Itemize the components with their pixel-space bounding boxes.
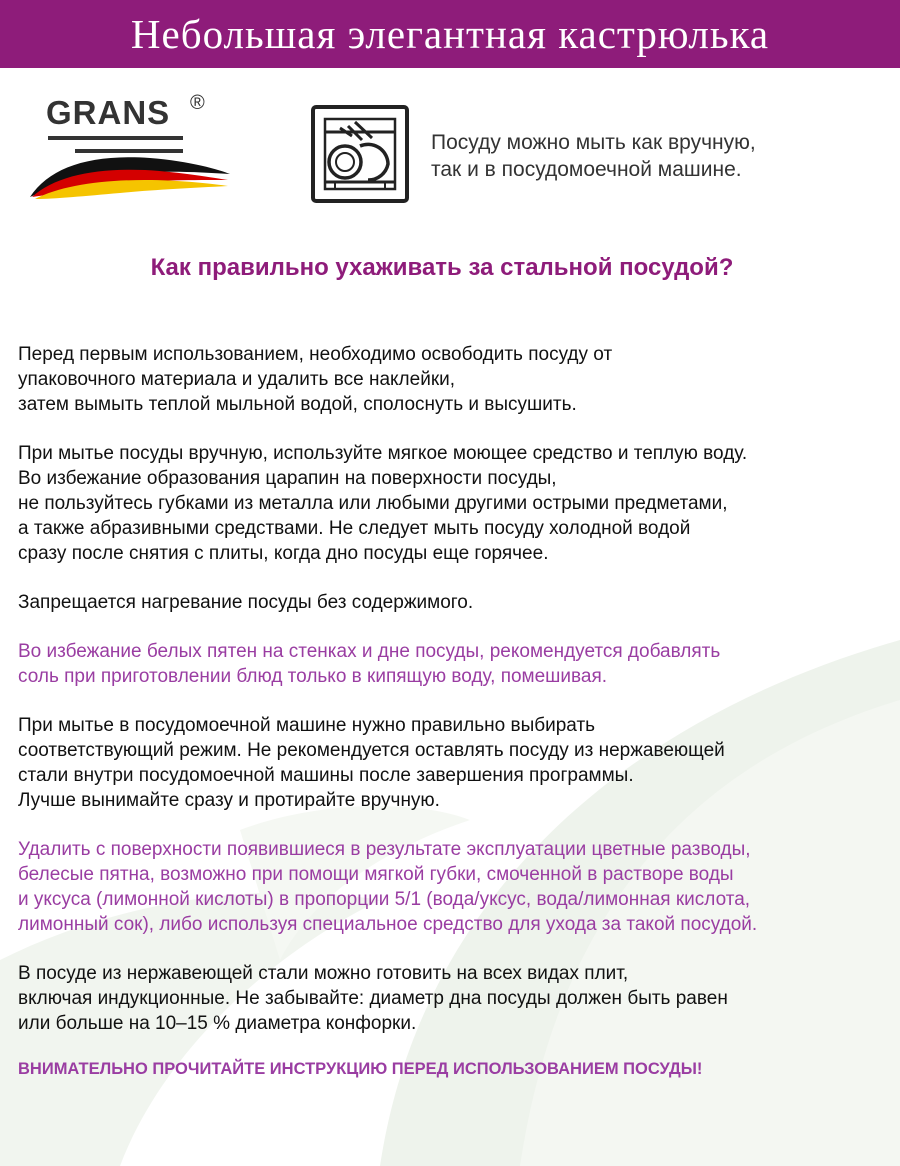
logo-flag-swoosh <box>30 92 250 207</box>
care-subtitle: Как правильно ухаживать за стальной посудой? <box>150 254 734 281</box>
text-line: включая индукционные. Не забывайте: диаметр дна посуды должен быть равен <box>18 988 728 1009</box>
warning-notice: ВНИМАТЕЛЬНО ПРОЧИТАЙТЕ ИНСТРУКЦИЮ ПЕРЕД ИСПОЛЬЗОВАНИЕМ ПОСУДЫ! <box>18 1060 703 1078</box>
paragraph-no-empty-heating <box>18 590 888 615</box>
caption-line: так и в посудомоечной машине. <box>431 158 742 181</box>
text-line: При мытье посуды вручную, используйте мягкое моющее средство и теплую воду. <box>18 443 748 464</box>
registered-mark: ® <box>190 92 205 114</box>
text-line: Перед первым использованием, необходимо освободить посуду от <box>18 344 613 365</box>
text-line: упаковочного материала и удалить все наклейки, <box>18 369 456 390</box>
text-line: а также абразивными средствами. Не следует мыть посуду холодной водой <box>18 518 691 539</box>
dishwasher-icon <box>310 104 410 204</box>
instructions-body <box>18 342 888 1079</box>
paragraph-dishwasher <box>18 713 888 813</box>
text-line: белесые пятна, возможно при помощи мягкой губки, смоченной в растворе воды <box>18 864 734 885</box>
text-line: Во избежание белых пятен на стенках и дне посуды, рекомендуется добавлять <box>18 641 721 662</box>
logo-brand: GRANS <box>46 94 171 131</box>
paragraph-salt-tip <box>18 639 888 689</box>
text-line: не пользуйтесь губками из металла или любыми другими острыми предметами, <box>18 493 728 514</box>
text-line: сразу после снятия с плиты, когда дно посуды еще горячее. <box>18 543 549 564</box>
paragraph-first-use <box>18 342 888 417</box>
text-line: Лучше вынимайте сразу и протирайте вручную. <box>18 790 440 811</box>
page-header <box>0 0 900 68</box>
text-line: соль при приготовлении блюд только в кипящую воду, помешивая. <box>18 666 608 687</box>
text-line: или больше на 10–15 % диаметра конфорки. <box>18 1013 417 1034</box>
header-title: Небольшая элегантная кастрюлька <box>130 11 770 57</box>
text-line: лимонный сок), либо используя специальное средство для ухода за такой посудой. <box>18 914 758 935</box>
text-line: Удалить с поверхности появившиеся в результате эксплуатации цветные разводы, <box>18 839 751 860</box>
text-line: затем вымыть теплой мыльной водой, сполоснуть и высушить. <box>18 394 577 415</box>
text-line: соответствующий режим. Не рекомендуется оставлять посуду из нержавеющей <box>18 740 725 761</box>
paragraph-hand-wash <box>18 441 888 566</box>
dishwasher-caption <box>431 129 871 183</box>
paragraph-stain-removal <box>18 837 888 937</box>
text-line: стали внутри посудомоечной машины после завершения программы. <box>18 765 634 786</box>
paragraph-stove-types <box>18 961 888 1036</box>
text-line: Во избежание образования царапин на поверхности посуды, <box>18 468 557 489</box>
text-line: При мытье в посудомоечной машине нужно правильно выбирать <box>18 715 596 736</box>
grans-logo <box>30 92 250 207</box>
text-line: и уксуса (лимонной кислоты) в пропорции 5/1 (вода/уксус, вода/лимонная кислота, <box>18 889 751 910</box>
caption-line: Посуду можно мыть как вручную, <box>431 131 756 154</box>
text-line: Запрещается нагревание посуды без содержимого. <box>18 592 474 613</box>
text-line: В посуде из нержавеющей стали можно готовить на всех видах плит, <box>18 963 629 984</box>
